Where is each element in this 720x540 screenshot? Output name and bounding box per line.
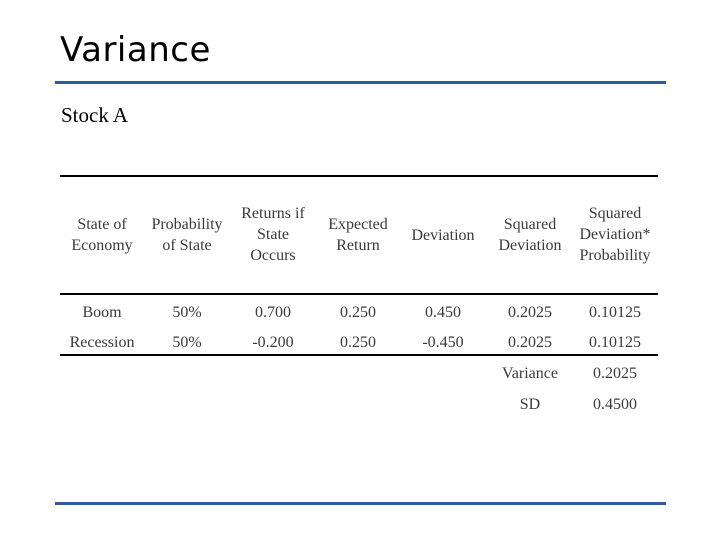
- header-squared-deviation-probability: [572, 203, 658, 266]
- header-line: Deviation*: [579, 226, 651, 243]
- table-header-rule: [60, 293, 658, 295]
- table-cell: 0.250: [340, 334, 376, 351]
- header-line: Probability: [579, 247, 651, 264]
- header-probability-of-state: [143, 214, 231, 256]
- footer-divider: [55, 502, 666, 505]
- table-cell: -0.200: [252, 334, 294, 351]
- header-line: Squared: [503, 216, 557, 233]
- table-body-rule: [60, 354, 658, 356]
- header-line: Returns if: [241, 205, 305, 222]
- table-cell: 0.450: [425, 304, 461, 321]
- table-cell: 0.10125: [589, 304, 641, 321]
- table-cell: Recession: [69, 334, 135, 351]
- header-squared-deviation: [489, 214, 571, 256]
- table-cell: 0.10125: [589, 334, 641, 351]
- header-line: of State: [162, 237, 212, 254]
- header-line: State of: [77, 216, 127, 233]
- header-line: Deviation: [411, 227, 475, 244]
- header-deviation: [401, 225, 485, 246]
- table-cell: 0.250: [340, 304, 376, 321]
- header-line: Economy: [71, 237, 133, 254]
- table-cell: -0.450: [422, 334, 464, 351]
- header-line: Occurs: [250, 247, 296, 264]
- slide-title: Variance: [60, 30, 211, 70]
- header-line: Probability: [151, 216, 223, 233]
- sd-label: SD: [519, 396, 541, 413]
- header-line: Return: [336, 237, 380, 254]
- slide-subtitle: Stock A: [61, 103, 129, 127]
- title-divider: [55, 81, 666, 84]
- table-cell: 0.700: [255, 304, 291, 321]
- variance-label: Variance: [502, 365, 558, 382]
- table-cell: 0.2025: [508, 334, 552, 351]
- variance-value: 0.2025: [593, 365, 637, 382]
- table-top-rule: [60, 175, 658, 177]
- header-line: Deviation: [498, 237, 562, 254]
- header-returns-if-state-occurs: [232, 203, 314, 266]
- table-cell: 50%: [172, 334, 202, 351]
- sd-value: 0.4500: [593, 396, 637, 413]
- header-state-of-economy: [62, 214, 142, 256]
- table-cell: 0.2025: [508, 304, 552, 321]
- header-line: Squared: [588, 205, 642, 222]
- header-line: Expected: [328, 216, 388, 233]
- header-line: State: [257, 226, 289, 243]
- table-cell: Boom: [82, 304, 122, 321]
- header-expected-return: [319, 214, 397, 256]
- table-cell: 50%: [172, 304, 202, 321]
